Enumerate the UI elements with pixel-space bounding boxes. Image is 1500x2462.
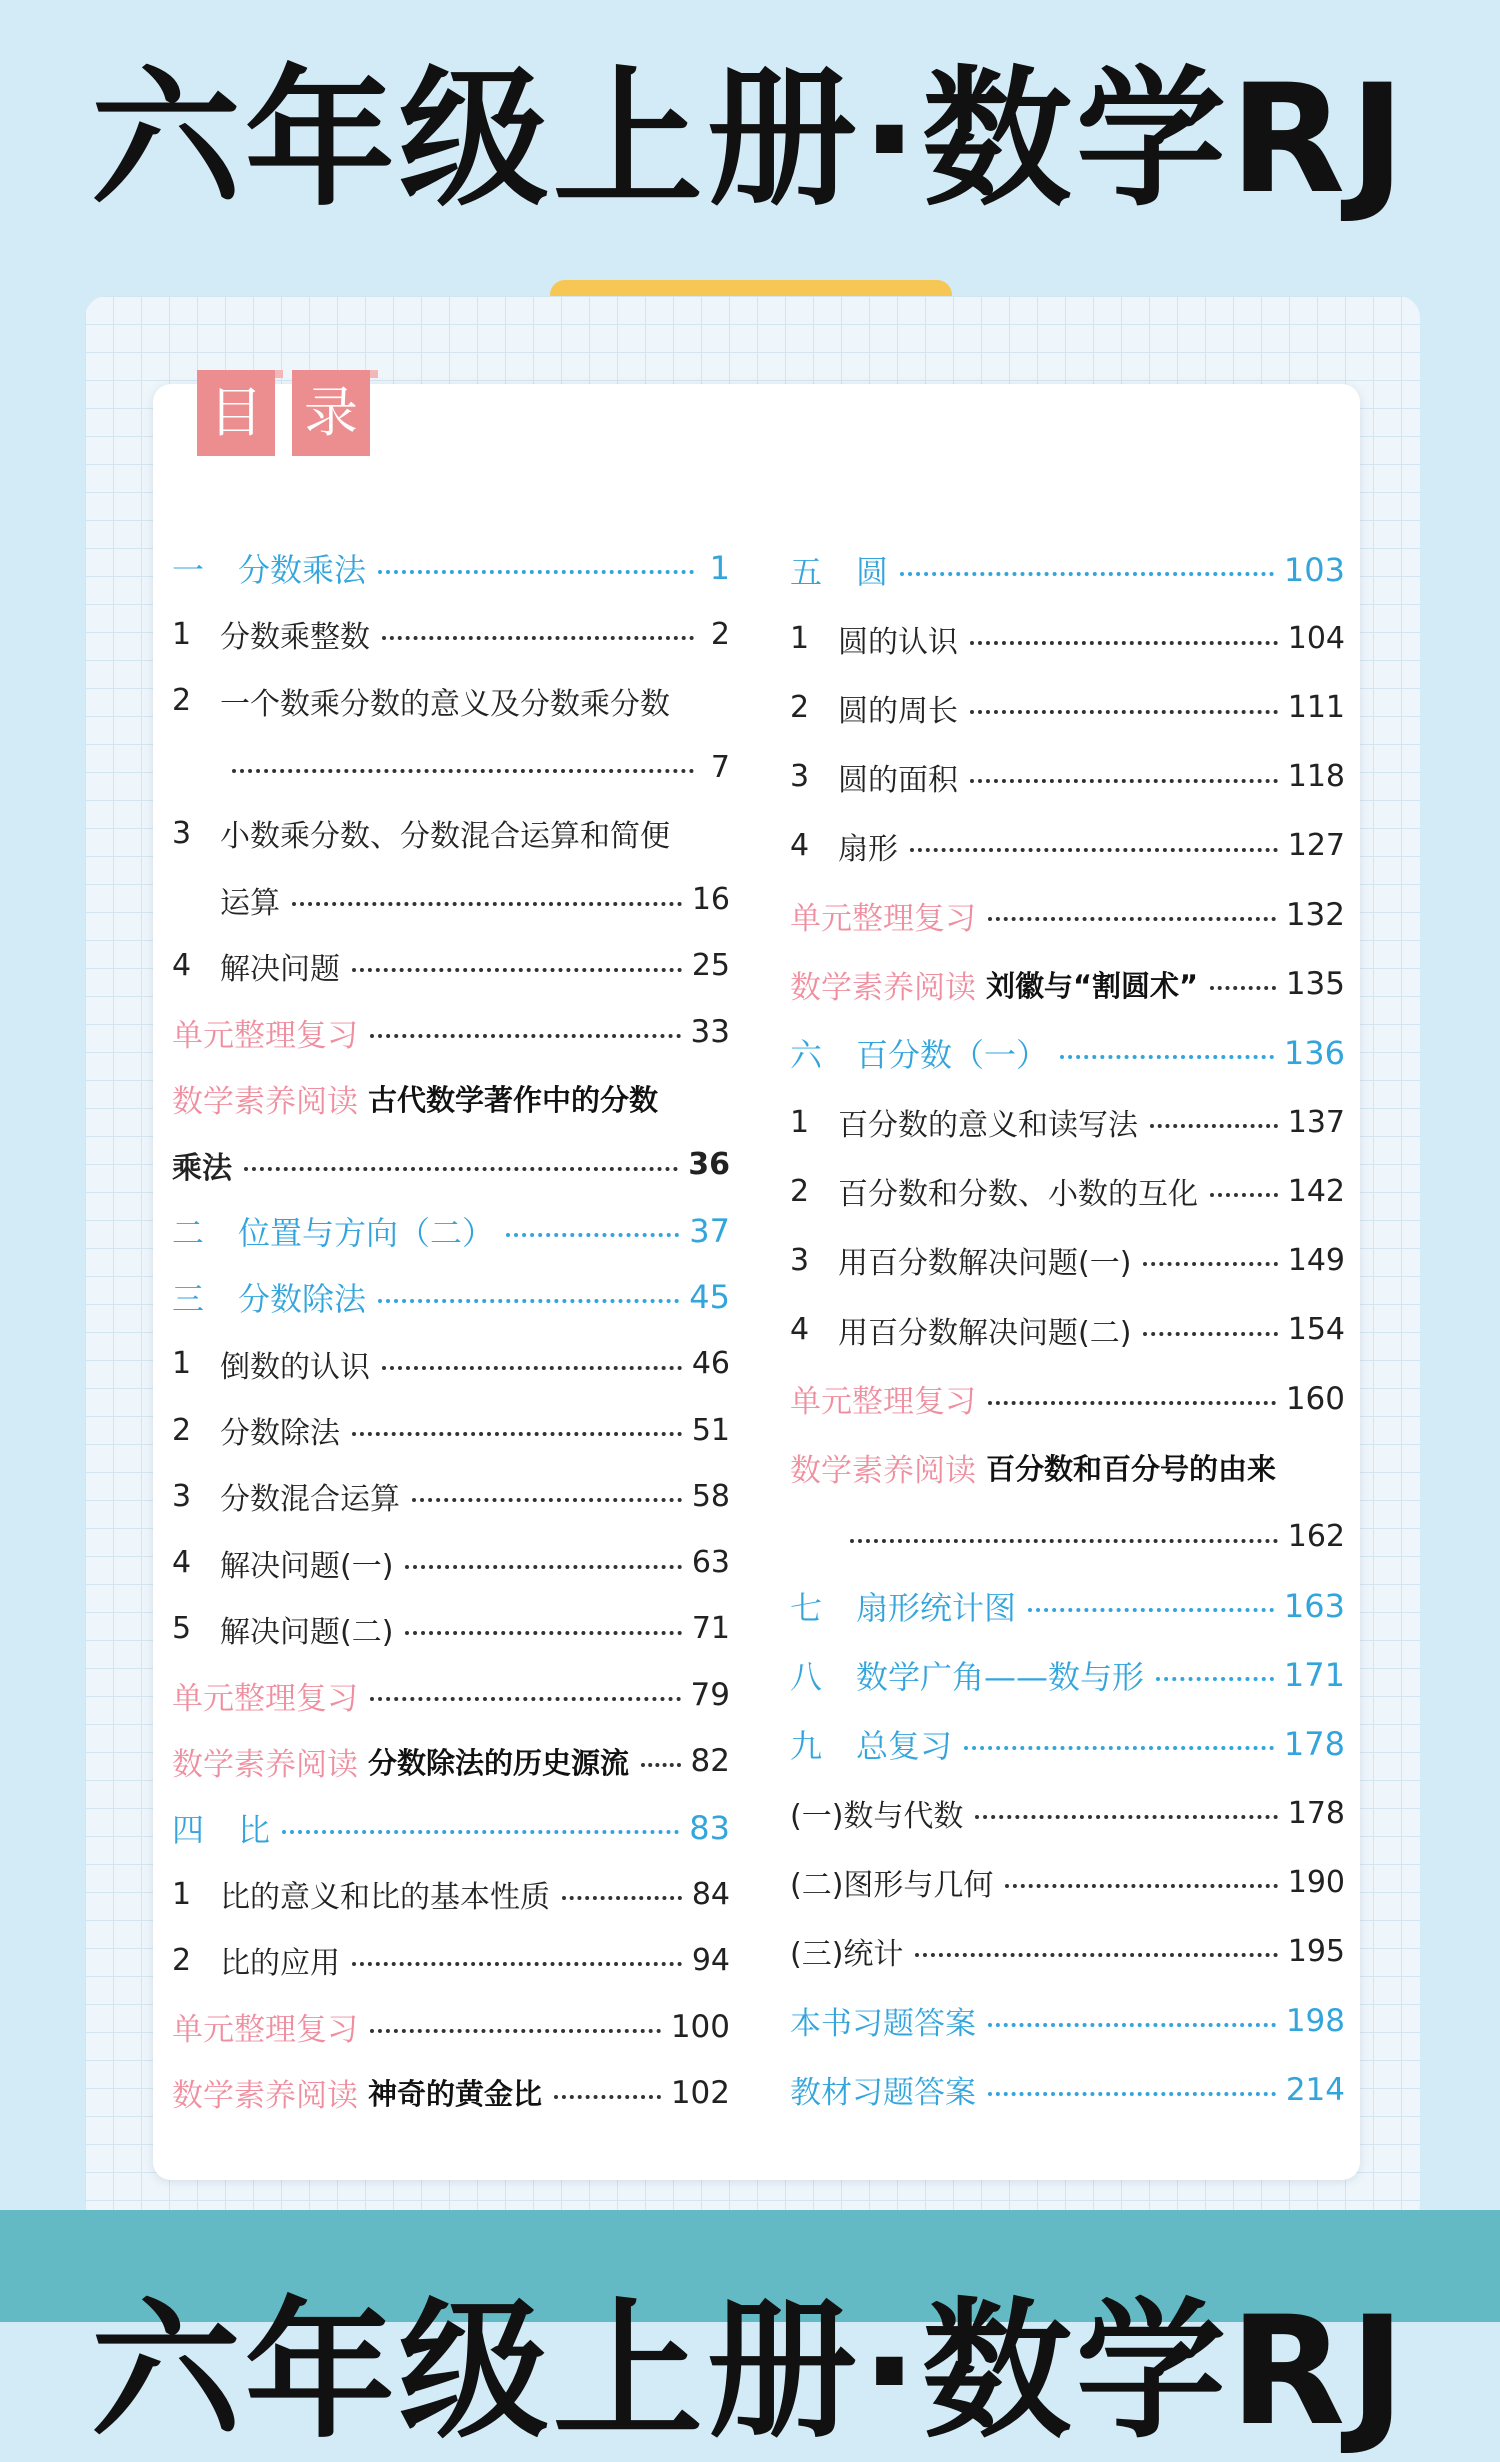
toc-entry-page: 46 <box>691 1346 730 1382</box>
toc-entry-page: 16 <box>691 882 730 918</box>
toc-entry-page: 162 <box>1287 1519 1345 1555</box>
toc-entry-number: 4 <box>790 828 810 864</box>
toc-entry-number: 5 <box>172 1611 192 1647</box>
toc-entry-page: 178 <box>1283 1725 1345 1764</box>
toc-entry-label: 数学素养阅读 <box>172 1084 358 1121</box>
toc-entry <box>172 800 730 866</box>
toc-entry-number: 1 <box>790 1104 810 1140</box>
toc-entry-page: 45 <box>689 1278 730 1317</box>
toc-entry-number: 二 <box>172 1214 205 1253</box>
toc-entry <box>790 1088 1345 1157</box>
toc-entry <box>790 1433 1345 1502</box>
toc-entry-label: 用百分数解决问题(一) <box>838 1246 1132 1282</box>
toc-entry <box>790 1019 1345 1088</box>
toc-entry-number: 4 <box>172 948 192 984</box>
leader-dots <box>1143 1262 1277 1266</box>
toc-entry <box>172 1463 730 1529</box>
toc-entry-page: 102 <box>670 2074 730 2111</box>
leader-dots <box>554 2095 661 2099</box>
toc-entry <box>790 1986 1345 2055</box>
toc-entry-label: 一个数乘分数的意义及分数乘分数 <box>220 686 670 722</box>
toc-entry-number: 三 <box>172 1280 205 1319</box>
toc-entry-label: 位置与方向（二） <box>238 1214 495 1253</box>
leader-dots <box>1150 1124 1278 1128</box>
toc-entry-page: 136 <box>1283 1034 1345 1073</box>
badge-mu: 目 <box>197 370 275 456</box>
leader-dots <box>1210 1193 1278 1197</box>
leader-dots <box>244 1167 678 1171</box>
toc-entry-number: 3 <box>790 759 810 795</box>
toc-entry-subtitle: 神奇的黄金比 <box>368 2077 543 2112</box>
leader-dots <box>352 1962 682 1966</box>
toc-entry-number: 九 <box>790 1727 823 1766</box>
toc-entry-number: 2 <box>172 683 192 719</box>
leader-dots <box>370 1034 681 1038</box>
leader-dots <box>970 710 1278 714</box>
toc-entry-page: 137 <box>1287 1104 1345 1140</box>
leader-dots <box>506 1233 679 1237</box>
leader-dots <box>1210 986 1276 990</box>
toc-entry-number: 2 <box>172 1942 192 1978</box>
toc-entry <box>790 880 1345 949</box>
leader-dots <box>282 1830 679 1834</box>
toc-entry-label: 圆 <box>856 552 889 591</box>
toc-entry <box>790 950 1345 1019</box>
leader-dots <box>412 1498 682 1502</box>
toc-entry <box>172 1331 730 1397</box>
badge-lu: 录 <box>292 370 370 456</box>
toc-right-column <box>790 535 1345 2124</box>
toc-entry-page: 127 <box>1287 828 1345 864</box>
toc-entry <box>790 1641 1345 1710</box>
toc-entry-label: 扇形统计图 <box>856 1588 1017 1627</box>
toc-entry-subtitle: 分数除法的历史源流 <box>368 1745 630 1780</box>
toc-entry-label: (一)数与代数 <box>790 1799 964 1835</box>
leader-dots <box>964 1746 1274 1750</box>
leader-dots <box>378 1299 679 1303</box>
toc-entry-page: 25 <box>691 948 730 984</box>
leader-dots <box>1060 1055 1274 1059</box>
page-title: 六年级上册·数学RJ <box>90 53 1410 227</box>
toc-entry <box>172 866 730 932</box>
toc-entry <box>172 1198 730 1264</box>
toc-entry <box>172 1397 730 1463</box>
toc-entry-number: 七 <box>790 1588 823 1627</box>
leader-dots <box>915 1953 1277 1957</box>
toc-entry-page: 118 <box>1287 759 1345 795</box>
leader-dots <box>562 1896 682 1900</box>
toc-entry-page: 171 <box>1283 1656 1345 1695</box>
toc-entry <box>790 604 1345 673</box>
toc-entry <box>172 1529 730 1595</box>
toc-entry <box>790 1571 1345 1640</box>
toc-entry <box>790 1779 1345 1848</box>
toc-entry <box>172 933 730 999</box>
leader-dots <box>975 1815 1277 1819</box>
toc-entry-page: 36 <box>688 1147 730 1183</box>
toc-entry-number: 2 <box>790 1173 810 1209</box>
toc-entry-number: 4 <box>172 1545 192 1581</box>
toc-entry-label: 单元整理复习 <box>172 2012 358 2049</box>
toc-entry <box>172 1662 730 1728</box>
toc-entry-label: 扇形 <box>838 831 898 867</box>
toc-entry-page: 84 <box>691 1876 730 1912</box>
leader-dots <box>988 2023 1276 2027</box>
bottom-title: 六年级上册·数学RJ <box>90 2285 1410 2459</box>
toc-entry-number: 4 <box>790 1312 810 1348</box>
leader-dots <box>970 641 1278 645</box>
leader-dots <box>378 570 694 574</box>
toc-entry-page: 7 <box>710 749 730 785</box>
toc-entry <box>790 1295 1345 1364</box>
toc-entry <box>172 2060 730 2126</box>
toc-entry-page: 163 <box>1283 1586 1345 1625</box>
toc-entry-label: 单元整理复习 <box>790 900 976 937</box>
toc-entry-label: 百分数的意义和读写法 <box>838 1108 1138 1144</box>
toc-entry <box>172 1065 730 1131</box>
toc-entry <box>172 999 730 1065</box>
toc-entry-page: 1 <box>709 549 730 588</box>
toc-entry <box>172 668 730 734</box>
toc-entry <box>172 1927 730 1993</box>
toc-entry-number: 3 <box>790 1242 810 1278</box>
toc-entry <box>172 1132 730 1198</box>
toc-entry-label: 圆的认识 <box>838 624 958 660</box>
leader-dots <box>382 1366 682 1370</box>
toc-entry <box>172 1994 730 2060</box>
leader-dots <box>1143 1332 1277 1336</box>
toc-entry-label: 分数混合运算 <box>220 1482 400 1518</box>
toc-entry <box>790 535 1345 604</box>
toc-entry-label: (三)统计 <box>790 1937 904 1973</box>
leader-dots <box>370 2029 661 2033</box>
toc-entry-subtitle: 刘徽与“割圆术” <box>986 968 1199 1003</box>
toc-entry-label: 比的意义和比的基本性质 <box>220 1880 550 1916</box>
leader-dots <box>292 902 682 906</box>
toc-entry-number: 1 <box>790 621 810 657</box>
leader-dots <box>1028 1608 1274 1612</box>
leader-dots <box>232 769 694 773</box>
bottom-banner <box>0 2210 1500 2459</box>
toc-entry-label: 数学素养阅读 <box>790 1453 976 1490</box>
toc-entry <box>172 1861 730 1927</box>
leader-dots <box>900 572 1274 576</box>
toc-entry-page: 160 <box>1285 1380 1345 1417</box>
toc-entry-label: 百分数和分数、小数的互化 <box>838 1177 1198 1213</box>
leader-dots <box>641 1763 681 1767</box>
toc-entry-page: 71 <box>691 1611 730 1647</box>
toc-entry-page: 79 <box>690 1677 730 1714</box>
toc-entry <box>790 1226 1345 1295</box>
toc-entry-page: 154 <box>1287 1312 1345 1348</box>
toc-entry-label: 数学素养阅读 <box>172 2078 358 2115</box>
leader-dots <box>405 1565 681 1569</box>
leader-dots <box>352 1432 682 1436</box>
toc-entry <box>790 1848 1345 1917</box>
toc-entry-label: 分数除法 <box>238 1280 367 1319</box>
toc-entry-number: 六 <box>790 1036 823 1075</box>
toc-entry-page: 94 <box>691 1942 730 1978</box>
leader-dots <box>850 1539 1278 1543</box>
toc-entry-page: 37 <box>689 1212 730 1251</box>
toc-entry-number: 3 <box>172 1478 192 1514</box>
toc-entry-number: 五 <box>790 552 823 591</box>
toc-entry-number: 1 <box>172 1876 192 1912</box>
toc-entry-subtitle: 百分数和百分号的由来 <box>986 1452 1277 1487</box>
toc-entry-label: 单元整理复习 <box>172 1680 358 1717</box>
toc-entry-page: 198 <box>1285 2002 1345 2039</box>
toc-entry-page: 135 <box>1285 966 1345 1003</box>
leader-dots <box>988 1401 1276 1405</box>
toc-entry-number: 四 <box>172 1810 205 1849</box>
toc-entry-page: 190 <box>1287 1864 1345 1900</box>
toc-entry-subtitle: 古代数学著作中的分数 <box>368 1083 659 1118</box>
toc-entry-label: 小数乘分数、分数混合运算和简便 <box>220 819 670 855</box>
toc-entry-label: 用百分数解决问题(二) <box>838 1315 1132 1351</box>
toc-entry-page: 149 <box>1287 1242 1345 1278</box>
toc-entry-label: 本书习题答案 <box>790 2006 976 2043</box>
toc-entry <box>172 1728 730 1794</box>
toc-entry <box>790 2055 1345 2124</box>
toc-entry <box>790 1364 1345 1433</box>
toc-entry-label: 分数除法 <box>220 1416 340 1451</box>
toc-entry-page: 100 <box>670 2008 730 2045</box>
toc-entry <box>172 734 730 800</box>
toc-entry-page: 63 <box>691 1545 730 1581</box>
toc-entry <box>172 1596 730 1662</box>
toc-entry <box>172 535 730 601</box>
toc-entry-label: 圆的周长 <box>838 693 958 729</box>
toc-entry <box>790 1710 1345 1779</box>
toc-entry-label: 总复习 <box>856 1727 953 1766</box>
toc-entry-page: 111 <box>1287 690 1345 726</box>
toc-entry-number: 3 <box>172 815 192 851</box>
toc-entry-label: 百分数（一） <box>856 1036 1049 1075</box>
toc-entry-label: 运算 <box>220 885 280 921</box>
toc-entry-page: 83 <box>689 1808 730 1847</box>
toc-entry-label: 解决问题(一) <box>220 1548 394 1584</box>
toc-entry-label: 分数乘法 <box>238 551 367 590</box>
leader-dots <box>382 636 694 640</box>
toc-entry-label: 圆的面积 <box>838 762 958 798</box>
toc-entry-label: 倒数的认识 <box>220 1349 370 1385</box>
toc-entry <box>790 1917 1345 1986</box>
toc-entry-page: 33 <box>690 1014 730 1051</box>
toc-entry-page: 132 <box>1285 897 1345 934</box>
toc-entry <box>790 811 1345 880</box>
leader-dots <box>352 968 682 972</box>
toc-entry-number: 1 <box>172 616 192 652</box>
toc-entry <box>172 1795 730 1861</box>
leader-dots <box>970 779 1278 783</box>
toc-entry <box>790 742 1345 811</box>
toc-entry <box>790 1502 1345 1571</box>
toc-entry-label: 解决问题(二) <box>220 1614 394 1650</box>
leader-dots <box>988 2092 1276 2096</box>
toc-entry-page: 58 <box>691 1478 730 1514</box>
leader-dots <box>370 1697 681 1701</box>
toc-entry-page: 82 <box>690 1743 730 1780</box>
toc-entry-label: 乘法 <box>172 1150 232 1186</box>
toc-entry-label: 数学广角——数与形 <box>856 1658 1145 1697</box>
toc-entry-number: 八 <box>790 1658 823 1697</box>
toc-entry-label: 比 <box>238 1810 271 1849</box>
toc-entry-label: 教材习题答案 <box>790 2075 976 2112</box>
toc-entry-number: 2 <box>172 1412 192 1448</box>
toc-entry <box>172 1264 730 1330</box>
toc-left-column <box>172 535 730 2126</box>
toc-entry-number: 2 <box>790 690 810 726</box>
toc-entry-label: 单元整理复习 <box>790 1384 976 1421</box>
toc-entry-page: 103 <box>1283 550 1345 589</box>
toc-entry-page: 142 <box>1287 1173 1345 1209</box>
toc-entry <box>172 601 730 667</box>
toc-entry <box>790 673 1345 742</box>
leader-dots <box>1156 1677 1274 1681</box>
toc-entry-number: 1 <box>172 1346 192 1382</box>
toc-entry-page: 195 <box>1287 1933 1345 1969</box>
toc-entry-page: 214 <box>1285 2071 1345 2108</box>
leader-dots <box>405 1631 681 1635</box>
toc-entry-page: 2 <box>710 616 730 652</box>
toc-entry-label: 解决问题 <box>220 951 340 987</box>
toc-entry-label: (二)图形与几何 <box>790 1868 994 1904</box>
leader-dots <box>910 848 1278 852</box>
toc-entry-page: 178 <box>1287 1795 1345 1831</box>
toc-entry-label: 比的应用 <box>220 1946 340 1982</box>
toc-entry-label: 单元整理复习 <box>172 1017 358 1054</box>
toc-entry <box>790 1157 1345 1226</box>
toc-entry-label: 数学素养阅读 <box>790 969 976 1006</box>
toc-entry-label: 数学素养阅读 <box>172 1746 358 1783</box>
toc-entry-number: 一 <box>172 551 205 590</box>
toc-entry-page: 51 <box>691 1412 730 1448</box>
toc-entry-label: 分数乘整数 <box>220 620 370 656</box>
leader-dots <box>1005 1884 1277 1888</box>
leader-dots <box>988 917 1276 921</box>
toc-entry-page: 104 <box>1287 621 1345 657</box>
